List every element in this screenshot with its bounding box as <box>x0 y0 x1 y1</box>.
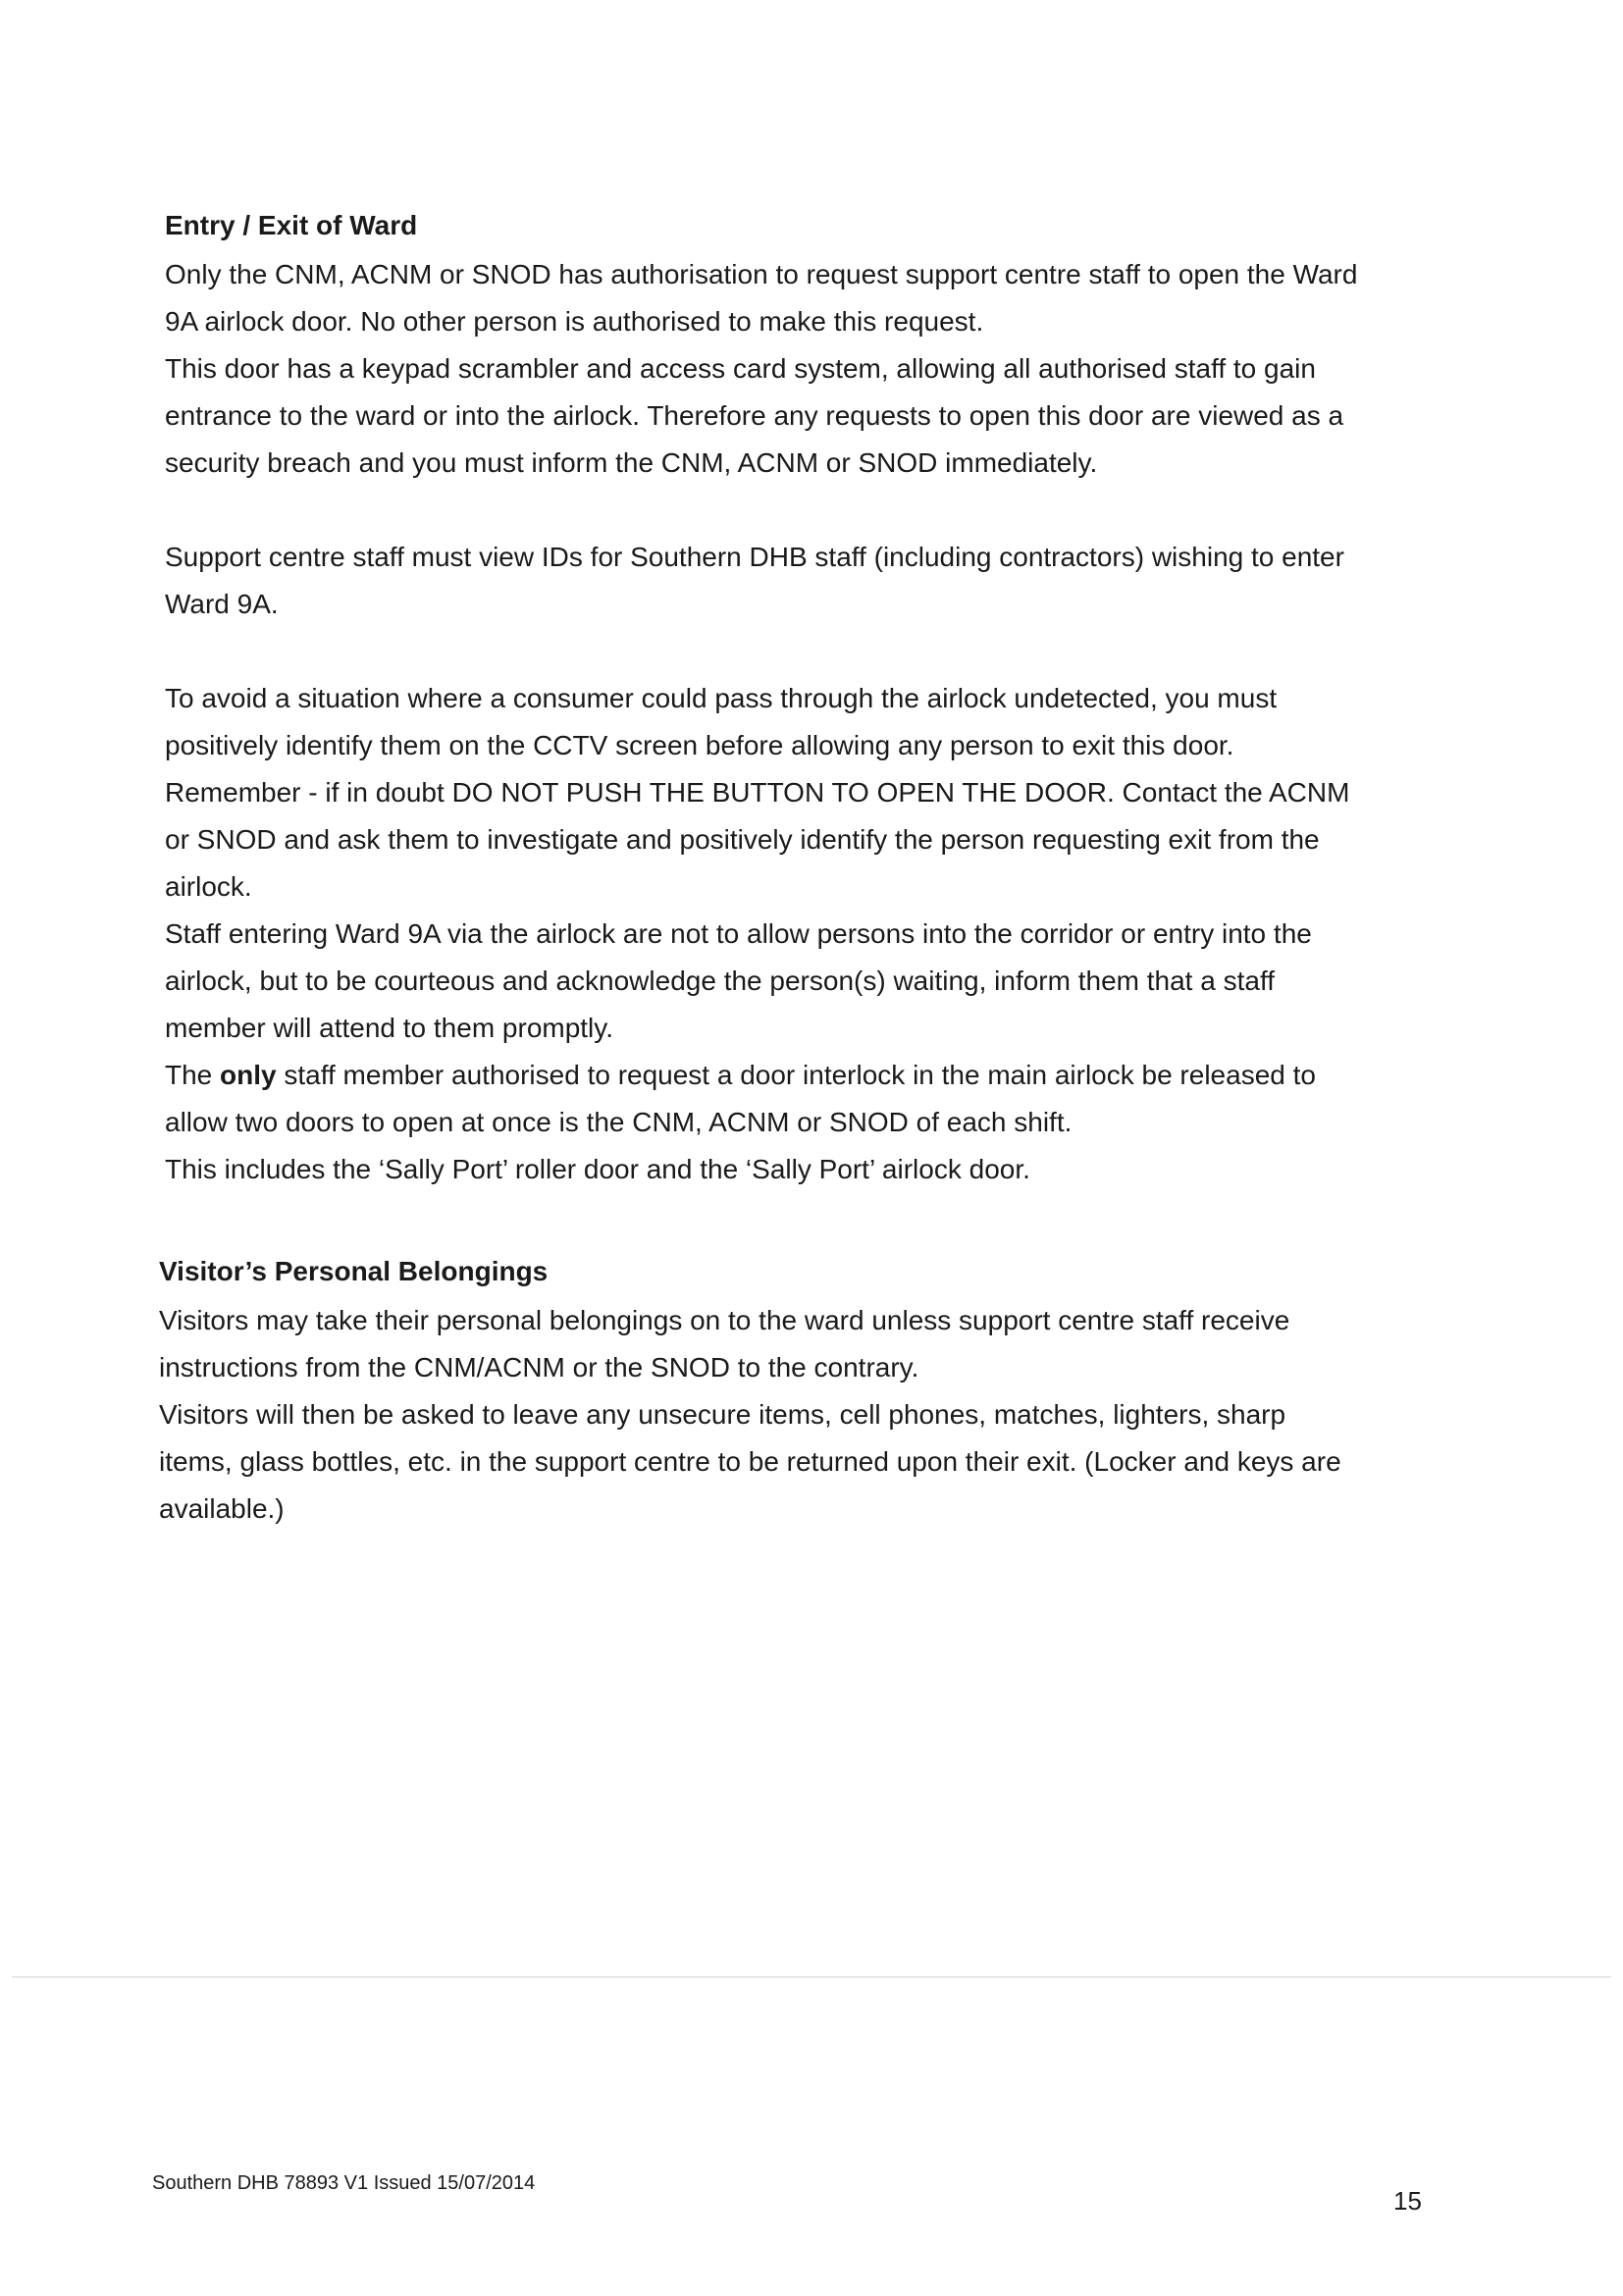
document-reference: Southern DHB 78893 V1 Issued 15/07/2014 <box>152 2172 536 2194</box>
paragraph-line: instructions from the CNM/ACNM or the SNOD to the contrary. <box>159 1352 919 1383</box>
paragraph-line: member will attend to them promptly. <box>165 1013 613 1043</box>
paragraph-line: allow two doors to open at once is the CNM, ACNM or SNOD of each shift. <box>165 1107 1073 1137</box>
paragraph-line: positively identify them on the CCTV screen before allowing any person to exit this door. <box>165 730 1234 760</box>
paragraph-line: To avoid a situation where a consumer could pass through the airlock undetected, you must <box>165 683 1278 713</box>
interlock-line <box>165 1052 1440 1099</box>
paragraph-line: or SNOD and ask them to investigate and positively identify the person requesting exit from the <box>165 824 1320 855</box>
paragraph-line: 9A airlock door. No other person is authorised to make this request. <box>165 306 984 337</box>
interlock-prefix: The <box>165 1060 221 1090</box>
paragraph-line: security breach and you must inform the CNM, ACNM or SNOD immediately. <box>165 447 1098 478</box>
paragraph-gap <box>165 628 1440 675</box>
paragraph-line: entrance to the ward or into the airlock. Therefore any requests to open this door are viewed as a <box>165 400 1344 431</box>
paragraph-line: Remember - if in doubt DO NOT PUSH THE BUTTON TO OPEN THE DOOR. Contact the ACNM <box>165 777 1350 808</box>
visitor-belongings-section <box>159 1250 1435 1533</box>
paragraph-line: Staff entering Ward 9A via the airlock are not to allow persons into the corridor or entry into the <box>165 918 1312 949</box>
paragraph-line: Support centre staff must view IDs for Southern DHB staff (including contractors) wishing to enter <box>165 542 1344 572</box>
footer-divider <box>12 1976 1611 1978</box>
interlock-emphasis: only <box>220 1060 277 1090</box>
paragraph-line: This includes the ‘Sally Port’ roller door and the ‘Sally Port’ airlock door. <box>165 1154 1030 1184</box>
paragraph-line: Only the CNM, ACNM or SNOD has authorisation to request support centre staff to open the Ward <box>165 259 1358 289</box>
paragraph-line: airlock, but to be courteous and acknowledge the person(s) waiting, inform them that a staff <box>165 965 1275 996</box>
paragraph-line: Visitors may take their personal belongings on to the ward unless support centre staff receive <box>159 1305 1290 1335</box>
paragraph-gap <box>165 487 1440 534</box>
page-number: 15 <box>1393 2186 1422 2216</box>
entry-exit-section <box>165 204 1440 1193</box>
visitor-belongings-heading: Visitor’s Personal Belongings <box>159 1256 549 1286</box>
paragraph-line: airlock. <box>165 871 252 902</box>
paragraph-line: Visitors will then be asked to leave any unsecure items, cell phones, matches, lighters, sharp <box>159 1399 1286 1430</box>
paragraph-line: This door has a keypad scrambler and access card system, allowing all authorised staff to gain <box>165 353 1316 384</box>
paragraph-line: available.) <box>159 1493 285 1524</box>
paragraph-line: Ward 9A. <box>165 589 279 619</box>
paragraph-line: items, glass bottles, etc. in the support centre to be returned upon their exit. (Locker and keys are <box>159 1446 1341 1477</box>
interlock-suffix: staff member authorised to request a door interlock in the main airlock be released to <box>276 1060 1316 1090</box>
entry-exit-heading: Entry / Exit of Ward <box>165 210 418 240</box>
